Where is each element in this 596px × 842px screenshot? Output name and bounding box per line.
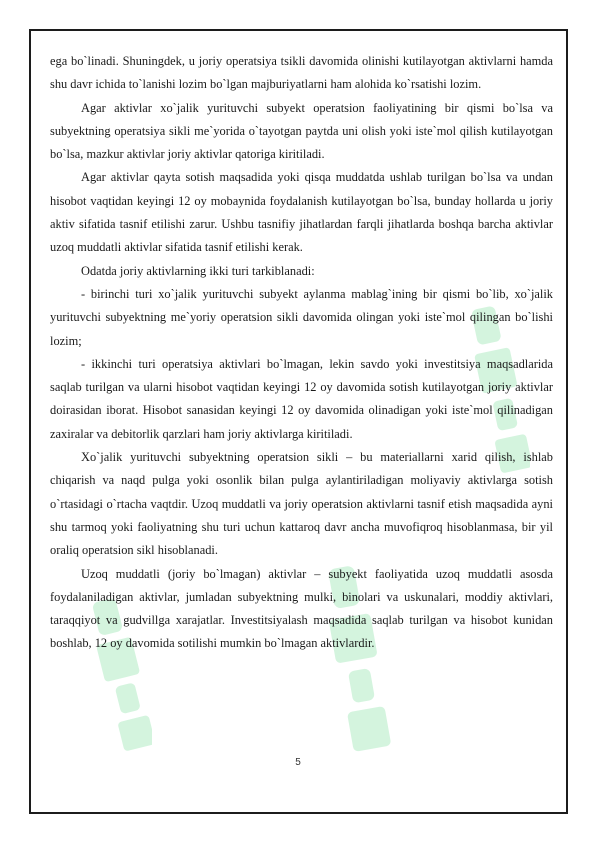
paragraph: Agar aktivlar xo`jalik yurituvchi subyekt operatsion faoliyatining bir qismi bo`lsa va subyektning operatsiya sikli me`yorida o`tayotgan paytda uni olish yoki iste`mol qilish kutilayotgan bo`lsa, mazkur aktivlar joriy aktivlar qatoriga kiritiladi. xyxy=(50,100,553,162)
page-number: 5 xyxy=(295,757,301,768)
paragraph: ega bo`linadi. Shuningdek, u joriy operatsiya tsikli davomida olinishi kutilayotgan aktivlarni hamda shu davr ichida to`lanishi lozim bo`lgan majburiyatlarni ham alohida ko`rsatishi lozim. xyxy=(50,54,553,92)
paragraph: Xo`jalik yurituvchi subyektning operatsion sikli – bu materiallarni xarid qilish, ishlab chiqarish va naqd pulga yoki osonlik bilan pulga aylantiriladigan moliyaviy aktivlarga sotish o`rtasidagi o`rtacha vaqtdir. Uzoq muddatli va joriy operatsion aktivlarni tasnif etish maqsadida ayni shu tarmoq yoki faoliyatning shu turi uchun kattaroq davr ancha muvofiqroq hisoblanmasa, bir yil oraliq operatsion sikl hisoblanadi. xyxy=(50,450,553,558)
list-item: - ikkinchi turi operatsiya aktivlari bo`lmagan, lekin savdo yoki investitsiya maqsadlarida saqlab turilgan va ularni hisobot vaqtidan keyingi 12 oy davomida sotish kutilayotgan joriy aktivlar doirasidan iborat. Hisobot sanasidan keyingi 12 oy davomida olinadigan yoki iste`mol qilinadigan zaxiralar va debitorlik qarzlari ham joriy aktivlarga kiritiladi. xyxy=(50,356,553,441)
paragraph: Odatda joriy aktivlarning ikki turi tarkiblanadi: xyxy=(81,263,315,278)
paragraph: Agar aktivlar qayta sotish maqsadida yoki qisqa muddatda ushlab turilgan bo`lsa va undan hisobot vaqtidan keyingi 12 oy mobaynida foydalanish kutilayotgan bo`lsa, bunday hollarda u joriy aktiv sifatida tasnif etilishi zarur. Ushbu tasnifiy jihatlardan farqli jihatlarda boshqa barcha aktivlar uzoq muddatli aktivlar sifatida tasnif etilishi kerak. xyxy=(50,170,553,255)
paragraph: Uzoq muddatli (joriy bo`lmagan) aktivlar – subyekt faoliyatida uzoq muddatli asosda foydalaniladigan aktivlar, jumladan subyektning mulki, binolari va uskunalari, moddiy aktivlari, taraqqiyot va gudvillga xarajatlar. Investitsiyalash maqsadida saqlab turilgan va hisobot kunidan boshlab, 12 oy davomida sotilishi mumkin bo`lmagan aktivlardir. xyxy=(50,566,553,651)
list-item: - birinchi turi xo`jalik yurituvchi subyekt aylanma mablag`ining bir qismi bo`lib, xo`jalik yurituvchi subyektning me`yoriy operatsion sikli davomida olingan yoki iste`mol qilingan bo`lishi lozim; xyxy=(50,286,553,348)
body-text xyxy=(50,50,553,656)
